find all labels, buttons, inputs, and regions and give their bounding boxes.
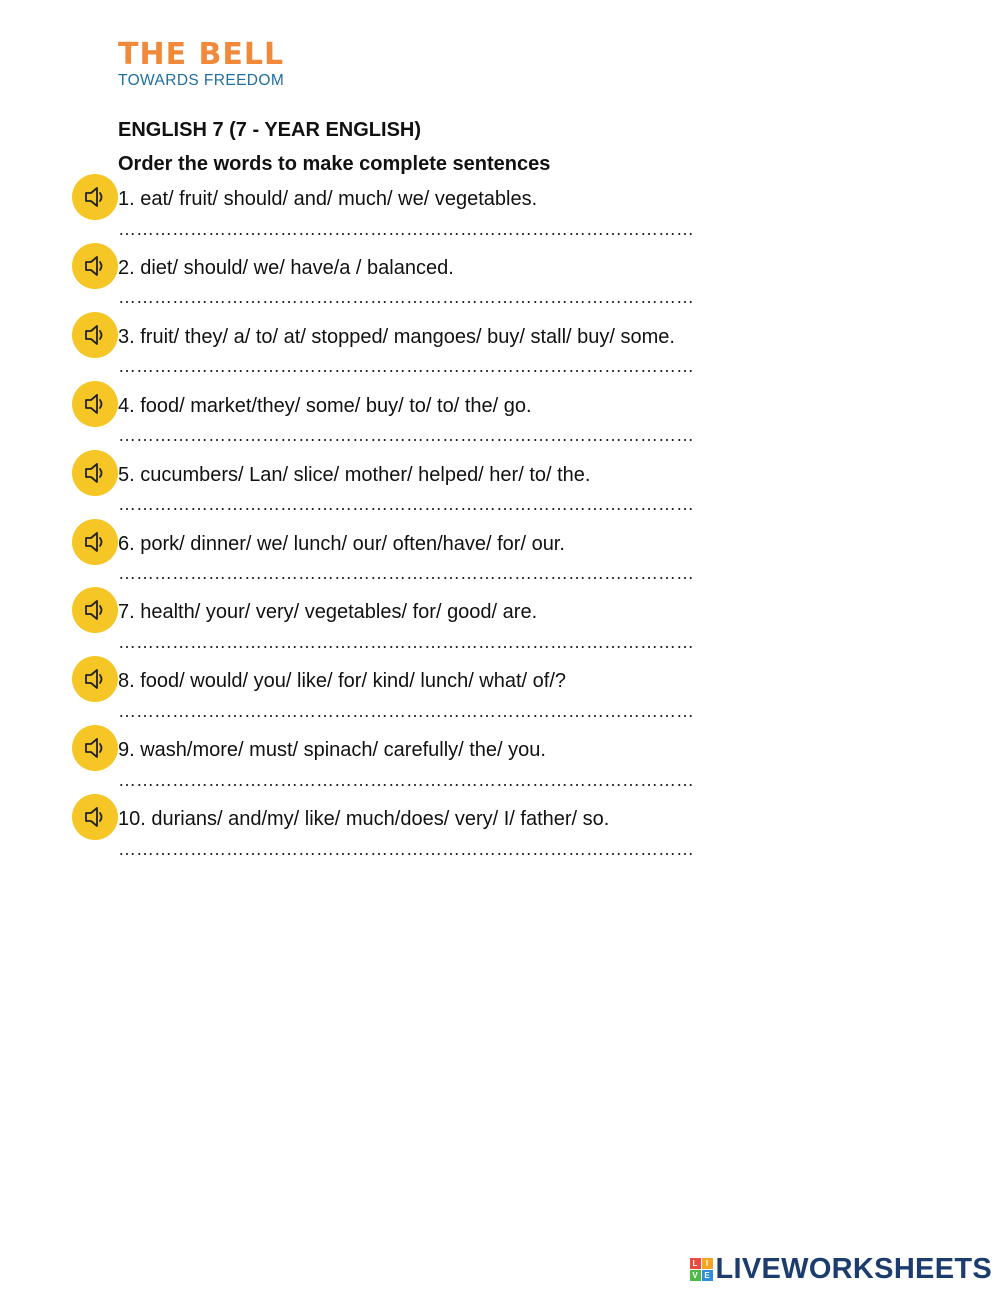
brand-block: I [702, 1258, 713, 1269]
brand-wordmark: LIVEWORKSHEETS [715, 1253, 992, 1285]
speaker-icon-graphic [82, 597, 108, 623]
exercise-prompt: 10. durians/ and/my/ like/ much/does/ very/ I/ father/ so. [118, 808, 610, 831]
exercise-prompt: 6. pork/ dinner/ we/ lunch/ our/ often/have/ for/ our. [118, 532, 565, 555]
liveworksheets-brand [690, 1253, 993, 1285]
answer-input[interactable] [118, 700, 846, 722]
brand-block: L [690, 1258, 701, 1269]
speaker-icon-graphic [82, 666, 108, 692]
exercise-prompt: 7. health/ your/ very/ vegetables/ for/ good/ are. [118, 601, 538, 624]
exercise-item [72, 450, 872, 519]
speaker-icon-graphic [82, 529, 108, 555]
brand-logo-blocks [690, 1258, 713, 1281]
exercise-item [72, 243, 872, 312]
answer-input[interactable] [118, 425, 846, 447]
exercise-prompt: 1. eat/ fruit/ should/ and/ much/ we/ vegetables. [118, 188, 538, 210]
answer-input[interactable] [118, 769, 846, 791]
speaker-icon[interactable] [72, 450, 118, 496]
speaker-icon-graphic [82, 804, 108, 830]
worksheet-instruction: Order the words to make complete sentences [118, 153, 551, 175]
answer-input[interactable] [118, 563, 846, 585]
exercise-item [72, 794, 872, 863]
exercise-item [72, 174, 872, 243]
speaker-icon-graphic [82, 184, 108, 210]
speaker-icon[interactable] [72, 243, 118, 289]
speaker-icon-graphic [82, 322, 108, 348]
speaker-icon[interactable] [72, 174, 118, 220]
exercise-prompt: 9. wash/more/ must/ spinach/ carefully/ the/ you. [118, 739, 546, 762]
exercise-item [72, 519, 872, 588]
speaker-icon-graphic [82, 460, 108, 486]
exercise-prompt: 8. food/ would/ you/ like/ for/ kind/ lunch/ what/ of/? [118, 670, 567, 693]
brand-block: V [690, 1270, 701, 1281]
speaker-icon-graphic [82, 735, 108, 761]
exercise-prompt: 3. fruit/ they/ a/ to/ at/ stopped/ mangoes/ buy/ stall/ buy/ some. [118, 325, 675, 348]
speaker-icon[interactable] [72, 587, 118, 633]
speaker-icon[interactable] [72, 794, 118, 840]
speaker-icon[interactable] [72, 725, 118, 771]
exercise-item [72, 381, 872, 450]
speaker-icon[interactable] [72, 656, 118, 702]
speaker-icon[interactable] [72, 381, 118, 427]
answer-input[interactable] [118, 494, 846, 516]
exercise-item [72, 656, 872, 725]
speaker-icon-graphic [82, 253, 108, 279]
exercise-item [72, 587, 872, 656]
exercise-item [72, 312, 872, 381]
exercise-prompt: 4. food/ market/they/ some/ buy/ to/ to/ the/ go. [118, 394, 532, 417]
answer-input[interactable] [118, 838, 846, 860]
exercise-prompt: 2. diet/ should/ we/ have/a / balanced. [118, 256, 454, 279]
worksheet-title: ENGLISH 7 (7 - YEAR ENGLISH) [118, 119, 422, 141]
school-logo [118, 37, 285, 90]
speaker-icon-graphic [82, 391, 108, 417]
logo-subtitle: TOWARDS FREEDOM [118, 72, 285, 89]
answer-input[interactable] [118, 631, 846, 653]
answer-input[interactable] [118, 218, 846, 240]
speaker-icon[interactable] [72, 312, 118, 358]
exercise-prompt: 5. cucumbers/ Lan/ slice/ mother/ helped/ her/ to/ the. [118, 463, 591, 486]
speaker-icon[interactable] [72, 519, 118, 565]
logo-title: THE BELL [118, 37, 285, 72]
exercise-item [72, 725, 872, 794]
answer-input[interactable] [118, 287, 846, 309]
brand-block: E [702, 1270, 713, 1281]
answer-input[interactable] [118, 356, 846, 378]
